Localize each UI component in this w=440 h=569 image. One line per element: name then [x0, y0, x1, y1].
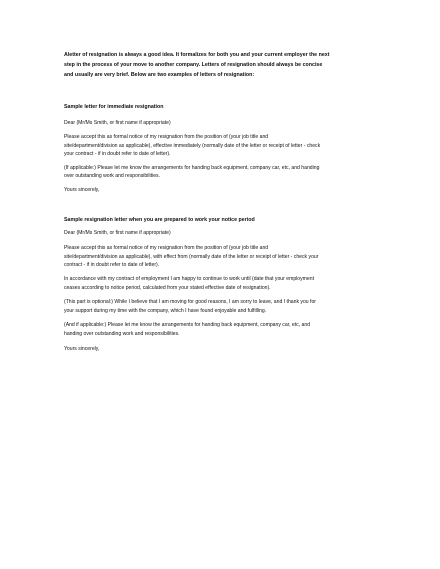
- letter1-closing: Yours sincerely,: [64, 187, 100, 194]
- letter2-body-1: [64, 244, 354, 269]
- intro-line: and usually are very brief. Below are two examples of letters of resignation:: [64, 72, 255, 78]
- letter2-body-2: [64, 275, 354, 292]
- letter1-body-2: [64, 164, 354, 181]
- intro-line: step in the process of your move to another company. Letters of resignation should always be concise: [64, 62, 323, 68]
- letter2-body-1-line: contract - if in doubt refer to date of letter).: [64, 262, 160, 269]
- letter2-body-2-line: In accordance with my contract of employment I am happy to continue to work until (date that your employment: [64, 276, 314, 283]
- document-content: [64, 50, 354, 353]
- intro-line: Aletter of resignation is always a good idea. It formalizes for both you and your current employer the next: [64, 52, 330, 58]
- letter2-body-4-line: (And if applicable:) Please let me know the arrangements for handing back equipment, company car, etc, and: [64, 322, 311, 329]
- letter2-heading: Sample resignation letter when you are prepared to work your notice period: [64, 216, 255, 223]
- letter1-body-1-line: site/department/division as applicable), effective immediately (normally date of the letter or receipt of letter - check: [64, 142, 321, 149]
- letter2-body-3-line: your support during my time with the company, which I have found enjoyable and fulfilling.: [64, 307, 267, 314]
- letter2-body-3-line: (This part is optional:) While I believe that I am moving for good reasons, I am sorry to leave, and I thank you for: [64, 299, 316, 306]
- intro-paragraph: [64, 50, 354, 80]
- letter1-body-1-line: Please accept this as formal notice of my resignation from the position of (your job title and: [64, 134, 269, 141]
- letter2-salutation: Dear (Mr/Ms Smith, or first name if appropriate): [64, 229, 171, 236]
- letter1-body-2-line: over outstanding work and responsibilities.: [64, 173, 160, 180]
- letter2-body-4: [64, 321, 354, 338]
- letter1-body-1: [64, 133, 354, 158]
- letter2-body-4-line: handing over outstanding work and responsibilities.: [64, 330, 180, 337]
- letter1-body-2-line: (If applicable:) Please let me know the arrangements for handing back equipment, company car, etc, and handing: [64, 164, 320, 171]
- letter2-body-1-line: site/department/division as applicable), with effect from (normally date of the letter or receipt of letter - check your: [64, 253, 319, 260]
- letter1-salutation: Dear (Mr/Ms Smith, or first name if appropriate): [64, 120, 171, 126]
- letter1-heading: Sample letter for immediate resignation: [64, 104, 164, 110]
- letter2-closing: Yours sincerely,: [64, 345, 100, 352]
- letter2-body-2-line: ceases according to notice period, calculated from your stated effective date of resignation).: [64, 284, 271, 291]
- letter1-body-1-line: your contract - if in doubt refer to date of letter).: [64, 151, 171, 158]
- letter2-body-1-line: Please accept this as formal notice of my resignation from the position of (your job title and: [64, 245, 269, 252]
- letter2-body-3: [64, 298, 354, 315]
